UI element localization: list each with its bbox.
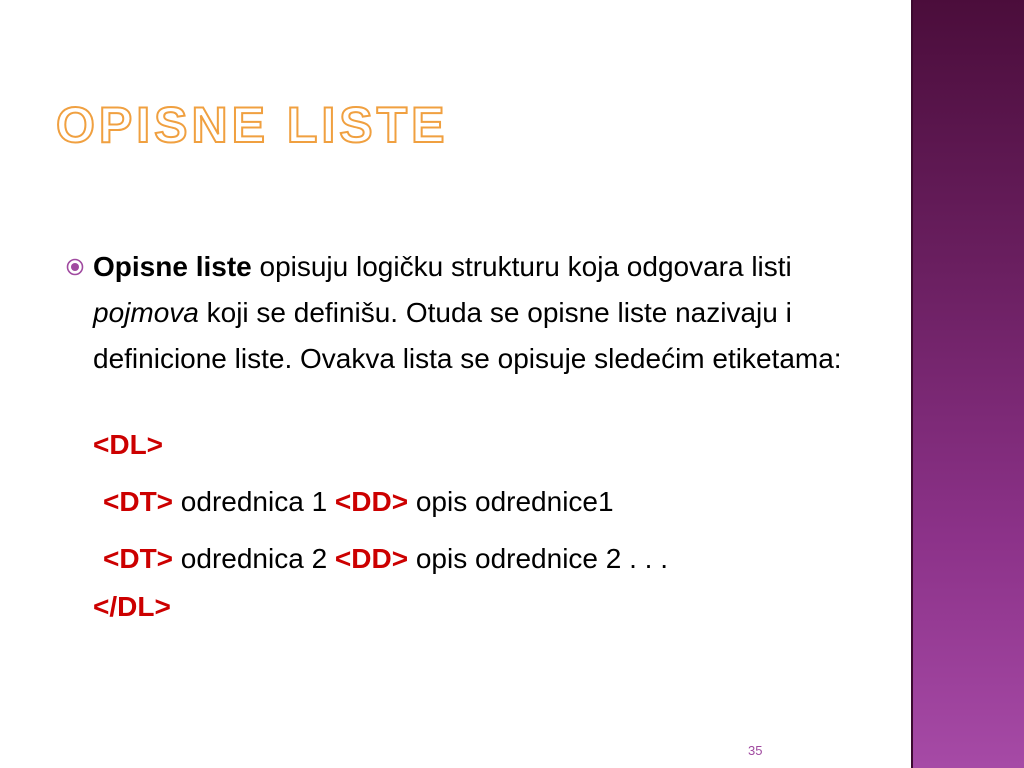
term-italic: pojmova bbox=[93, 297, 199, 328]
radio-bullet-icon bbox=[66, 258, 84, 276]
paragraph-text-1: opisuju logičku strukturu koja odgovara listi bbox=[251, 251, 792, 282]
code-line-dl-open bbox=[93, 416, 866, 473]
paragraph-text-2: koji se definišu. Otuda se opisne liste nazivaju i definicione liste. Ovakva lista se opisuje sledećim etiketama: bbox=[93, 297, 842, 374]
tag-dl-close: </DL> bbox=[93, 591, 171, 622]
decorative-side-panel bbox=[911, 0, 1024, 768]
tag-dd: <DD> bbox=[334, 543, 409, 574]
code-line-2 bbox=[93, 530, 866, 587]
code-line-1 bbox=[93, 473, 866, 530]
term-bold: Opisne liste bbox=[93, 251, 252, 282]
code-text: opis odrednice1 bbox=[408, 486, 614, 517]
code-line-dl-close bbox=[93, 587, 866, 627]
tag-dl-open: <DL> bbox=[93, 429, 164, 460]
slide-title: OPISNE LISTE bbox=[56, 97, 449, 153]
slide-body bbox=[66, 244, 866, 627]
tag-dd: <DD> bbox=[334, 486, 409, 517]
bullet-paragraph bbox=[66, 244, 866, 382]
code-text: odrednica 1 bbox=[173, 486, 335, 517]
code-text: opis odrednice 2 . . . bbox=[408, 543, 669, 574]
slide-number: 35 bbox=[748, 743, 763, 758]
tag-dt: <DT> bbox=[103, 543, 174, 574]
code-text: odrednica 2 bbox=[173, 543, 335, 574]
code-example bbox=[66, 416, 866, 627]
tag-dt: <DT> bbox=[103, 486, 174, 517]
